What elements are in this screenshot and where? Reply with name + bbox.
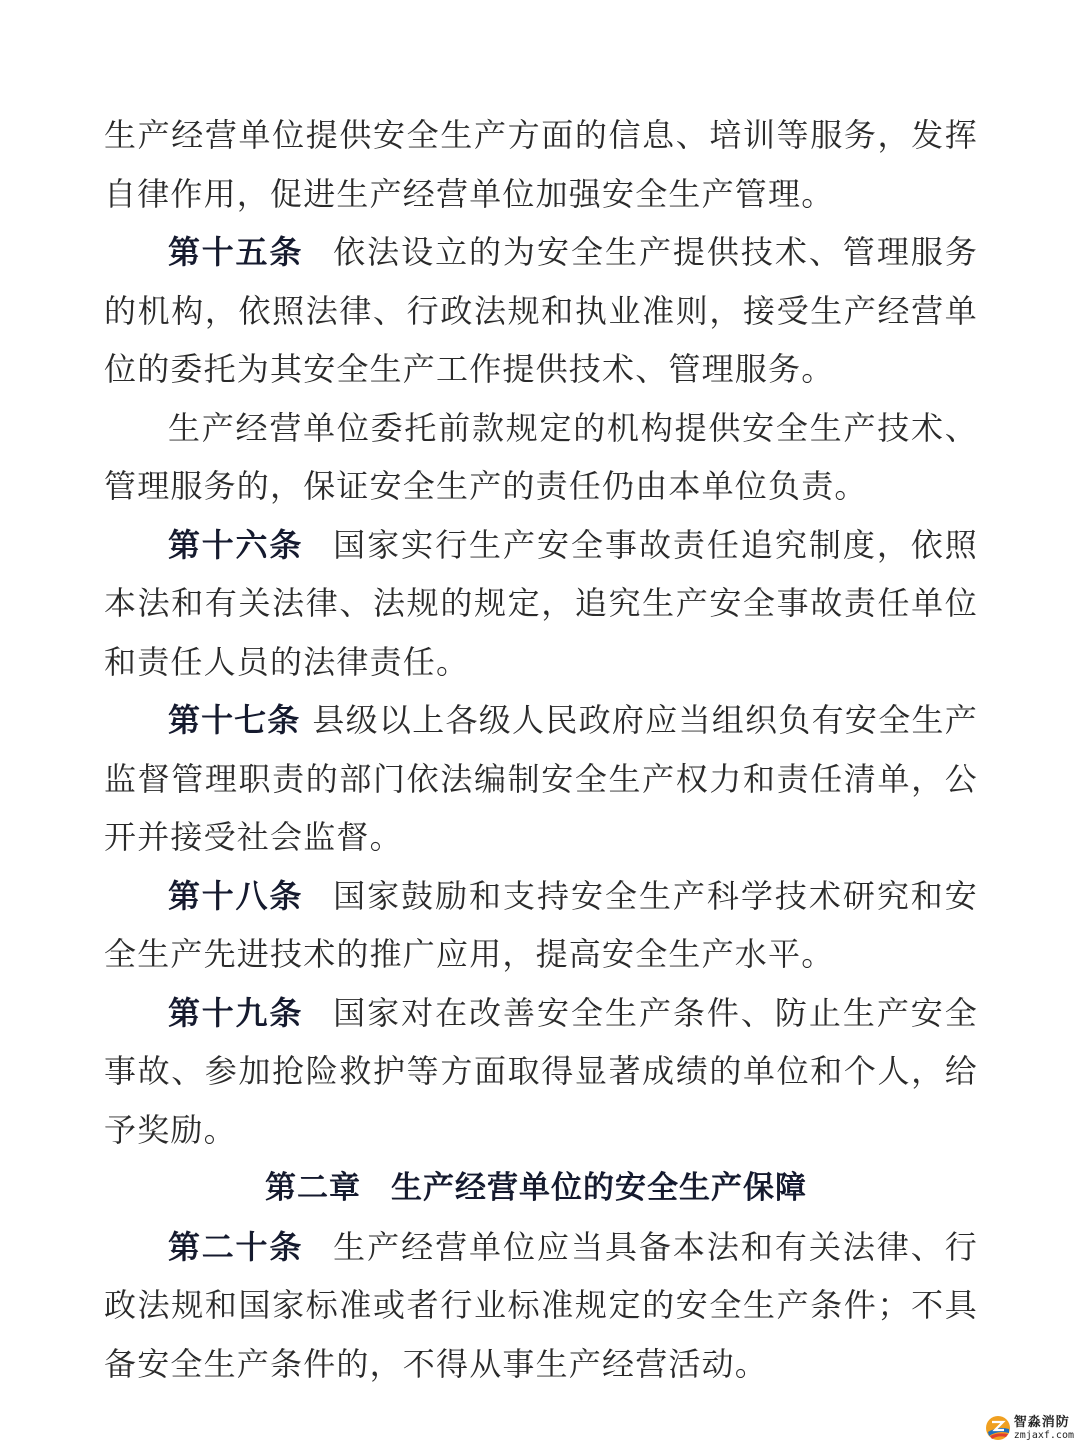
document-page — [104, 106, 978, 1393]
paragraph-text: 县级以上各级人民政府应当组织负有安全生产监督管理职责的部门依法编制安全生产权力和责任清单，公开并接受社会监督。 — [104, 701, 978, 856]
paragraph-article-15-clause-2 — [104, 399, 978, 516]
article-number: 第十八条 — [168, 876, 304, 915]
paragraph-article-19 — [104, 984, 978, 1160]
paragraph-article-20 — [104, 1218, 978, 1394]
paragraph-article-16 — [104, 516, 978, 692]
watermark-url: zmjaxf.com — [1013, 1429, 1074, 1441]
paragraph-text: 国家实行生产安全事故责任追究制度，依照本法和有关法律、法规的规定，追究生产安全事故责任单位和责任人员的法律责任。 — [104, 525, 978, 681]
paragraph-text: 生产经营单位提供安全生产方面的信息、培训等服务，发挥自律作用，促进生产经营单位加强安全生产管理。 — [104, 116, 978, 213]
paragraph-article-15 — [104, 223, 978, 399]
chapter-title: 生产经营单位的安全生产保障 — [391, 1170, 807, 1206]
paragraph-text: 依法设立的为安全生产提供技术、管理服务的机构，依照法律、行政法规和执业准则，接受生产经营单位的委托为其安全生产工作提供技术、管理服务。 — [104, 233, 978, 388]
article-number: 第十九条 — [168, 993, 304, 1032]
chapter-number: 第二章 — [265, 1170, 361, 1206]
paragraph-article-14-continued — [104, 106, 978, 223]
article-number: 第二十条 — [168, 1227, 304, 1266]
watermark — [985, 1415, 1074, 1441]
paragraph-text: 国家对在改善安全生产条件、防止生产安全事故、参加抢险救护等方面取得显著成绩的单位和个人，给予奖励。 — [104, 993, 978, 1149]
paragraph-text: 生产经营单位应当具备本法和有关法律、行政法规和国家标准或者行业标准规定的安全生产条件；不具备安全生产条件的，不得从事生产经营活动。 — [104, 1227, 978, 1383]
article-number: 第十六条 — [168, 525, 304, 564]
paragraph-text: 生产经营单位委托前款规定的机构提供安全生产技术、管理服务的，保证安全生产的责任仍由本单位负责。 — [104, 408, 978, 505]
watermark-text — [1014, 1416, 1074, 1441]
paragraph-article-17 — [104, 691, 978, 867]
chapter-heading — [104, 1159, 978, 1218]
article-number: 第十五条 — [168, 233, 304, 271]
article-number: 第十七条 — [168, 701, 301, 739]
paragraph-text: 国家鼓励和支持安全生产科学技术研究和安全生产先进技术的推广应用，提高安全生产水平。 — [104, 876, 978, 973]
zm-logo-icon — [985, 1415, 1011, 1441]
paragraph-article-18 — [104, 867, 978, 984]
watermark-name: 智淼消防 — [1013, 1414, 1070, 1430]
